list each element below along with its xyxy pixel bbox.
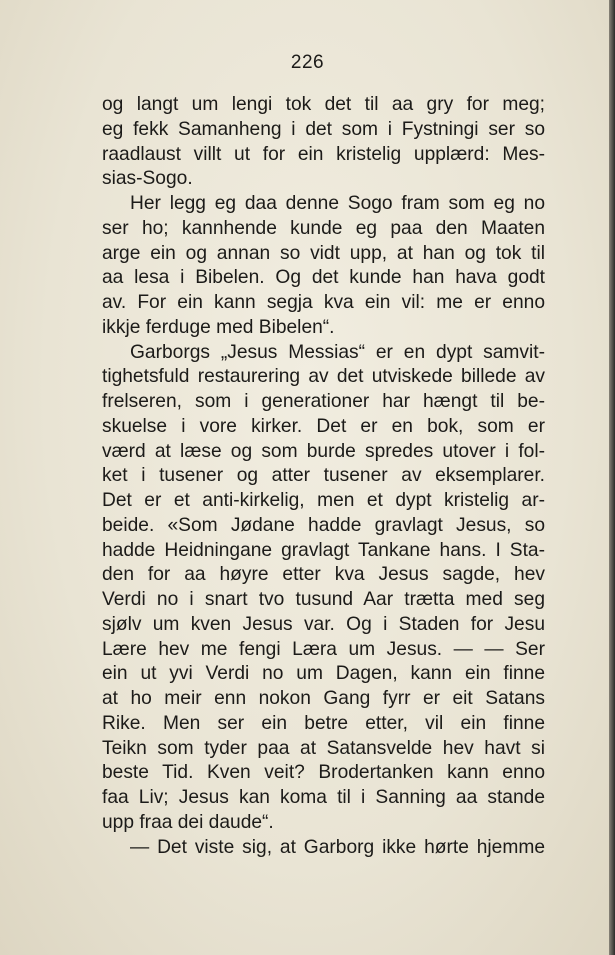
text-line: skuelse i vore kirker. Det er en bok, som er xyxy=(102,415,545,437)
text-line: beide. «Som Jødane hadde gravlagt Jesus, so xyxy=(102,514,545,536)
text-line: — Det viste sig, at Garborg ikke hørte hjemme xyxy=(130,836,545,858)
text-line: aa lesa i Bibelen. Og det kunde han hava godt xyxy=(102,267,545,289)
body-text xyxy=(102,93,545,860)
text-line: upp fraa dei daude“. xyxy=(102,811,274,833)
text-line: ikkje ferduge med Bibelen“. xyxy=(102,316,335,338)
text-line: at ho meir enn nokon Gang fyrr er eit Satans xyxy=(102,688,545,709)
text-line: Lære hev me fengi Læra um Jesus. — — Ser xyxy=(102,638,545,660)
text-line: ein ut yvi Verdi no um Dagen, kann ein finne xyxy=(102,663,545,685)
text-line: raadlaust villt ut for ein kristelig upplærd: Mes- xyxy=(102,143,545,165)
text-line: ser ho; kannhende kunde eg paa den Maaten xyxy=(102,217,545,239)
text-line: hadde Heidningane gravlagt Tankane hans. I Sta- xyxy=(102,539,545,561)
text-line: den for aa høyre etter kva Jesus sagde, hev xyxy=(102,564,545,586)
text-line: eg fekk Samanheng i det som i Fystningi ser so xyxy=(102,118,545,140)
text-line: sias-Sogo. xyxy=(102,168,193,190)
text-line: frelseren, som i generationer har hængt til be- xyxy=(102,391,545,412)
page-edge-shadow xyxy=(609,0,615,955)
text-line: Her legg eg daa denne Sogo fram som eg no xyxy=(130,193,545,214)
text-line: Teikn som tyder paa at Satansvelde hev havt si xyxy=(102,737,545,759)
text-line: faa Liv; Jesus kan koma til i Sanning aa stande xyxy=(102,787,545,808)
text-line: beste Tid. Kven veit? Brodertanken kann enno xyxy=(102,762,545,784)
text-line: Verdi no i snart tvo tusund Aar trætta med seg xyxy=(102,589,545,610)
text-line: Garborgs „Jesus Messias“ er en dypt samvit- xyxy=(130,341,545,363)
text-line: Det er et anti-kirkelig, men et dypt kristelig ar- xyxy=(102,490,545,511)
text-line: av. For ein kann segja kva ein vil: me er enno xyxy=(102,292,545,313)
text-line: tighetsfuld restaurering av det utviskede billede av xyxy=(102,366,545,388)
text-line: og langt um lengi tok det til aa gry for meg; xyxy=(102,94,545,115)
page-number: 226 xyxy=(290,52,325,73)
text-line: arge ein og annan so vidt upp, at han og tok til xyxy=(102,242,545,264)
text-line: ket i tusener og atter tusener av eksemplarer. xyxy=(102,465,545,487)
text-line: Rike. Men ser ein betre etter, vil ein finne xyxy=(102,712,545,734)
text-line: sjølv um kven Jesus var. Og i Staden for Jesu xyxy=(102,613,545,635)
text-line: værd at læse og som burde spredes utover i fol- xyxy=(102,440,545,462)
